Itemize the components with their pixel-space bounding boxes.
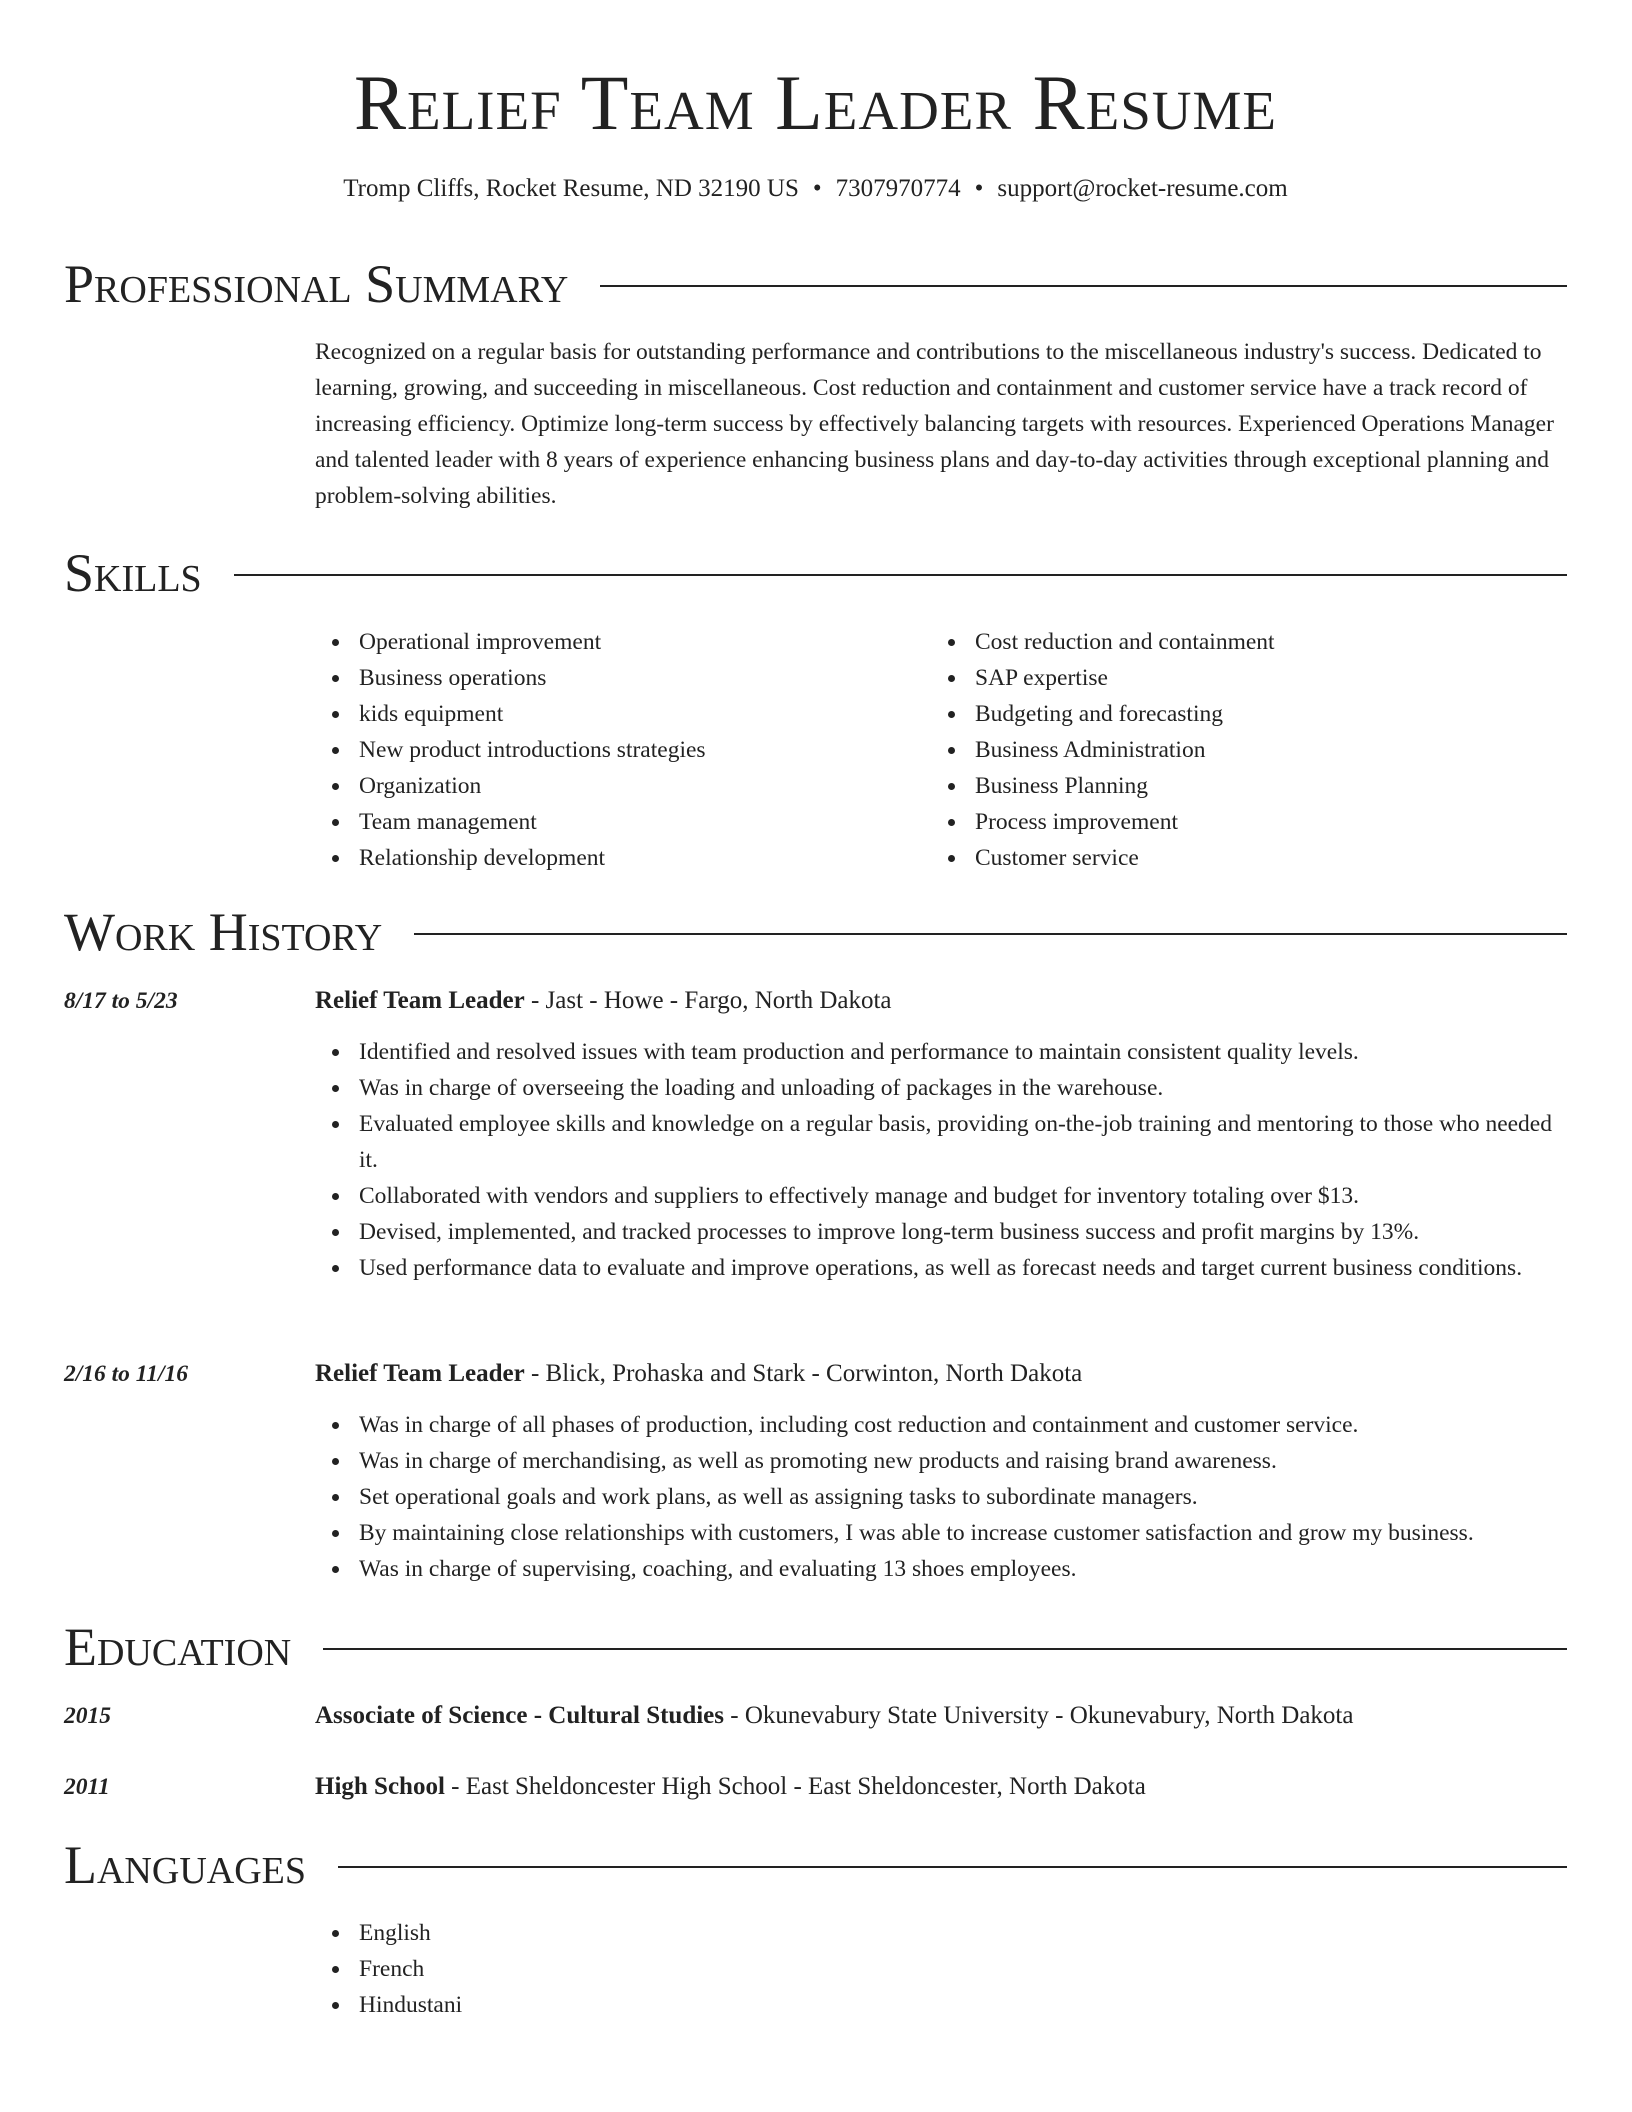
section-divider: [600, 285, 1567, 287]
languages-list: [315, 1915, 1567, 2023]
section-work-history: [64, 900, 1567, 964]
section-header: [64, 252, 1567, 316]
resume-name: Relief Team Leader Resume: [353, 59, 1278, 146]
job-bullet: Collaborated with vendors and suppliers to effectively manage and budget for inventory totaling over $13.: [315, 1178, 1567, 1214]
job-details: - Jast - Howe - Fargo, North Dakota: [524, 987, 892, 1014]
job-details: - Blick, Prohaska and Stark - Corwinton, North Dakota: [524, 1360, 1083, 1387]
section-divider: [234, 574, 1567, 576]
job-bullet: Was in charge of all phases of production, including cost reduction and containment and customer service.: [315, 1407, 1567, 1443]
job-role: Relief Team Leader: [315, 1360, 525, 1387]
summary-text: Recognized on a regular basis for outstanding performance and contributions to the miscellaneous industry's success. Dedicated to learning, growing, and succeeding in miscellaneous. Cost reduction and containment and customer service have a track record of increasing efficiency. Optimize long-term success by effectively balancing targets with resources. Experienced Operations Manager and talented leader with 8 years of experience enhancing business plans and day-to-day activities through exceptional planning and problem-solving abilities.: [315, 339, 1554, 509]
section-header: [64, 1833, 1567, 1897]
section-title-work-history: Work History: [64, 902, 383, 962]
job-bullet: Set operational goals and work plans, as well as assigning tasks to subordinate managers.: [315, 1479, 1567, 1515]
job-bullet: Was in charge of overseeing the loading and unloading of packages in the warehouse.: [315, 1070, 1567, 1106]
skill-item: Business Administration: [931, 732, 1547, 768]
skill-item: Budgeting and forecasting: [931, 696, 1547, 732]
contact-separator: •: [812, 175, 822, 202]
contact-phone[interactable]: 7307970774: [835, 175, 961, 202]
job-bullet: Was in charge of merchandising, as well as promoting new products and raising brand awareness.: [315, 1443, 1567, 1479]
language-item: English: [315, 1915, 1567, 1951]
section-divider: [414, 933, 1567, 935]
skill-item: Business operations: [315, 660, 931, 696]
section-header: [64, 541, 1567, 605]
job-entry: [315, 983, 1567, 1019]
contact-address: Tromp Cliffs, Rocket Resume, ND 32190 US: [343, 175, 799, 202]
skill-item: SAP expertise: [931, 660, 1547, 696]
skills-list-right: [931, 624, 1547, 876]
contact-line: [64, 174, 1567, 204]
section-title-education: Education: [64, 1617, 292, 1677]
summary-body: [315, 334, 1567, 514]
language-item: Hindustani: [315, 1987, 1567, 2023]
contact-separator: •: [974, 175, 984, 202]
section-header: [64, 900, 1567, 964]
job-title-line: [315, 1356, 1567, 1392]
resume-page: [64, 0, 1567, 2112]
education-entry: [315, 1698, 1567, 1734]
skill-item: New product introductions strategies: [315, 732, 931, 768]
section-title-languages: Languages: [64, 1835, 306, 1895]
section-title-summary: Professional Summary: [64, 254, 569, 314]
education-entry: [315, 1769, 1567, 1805]
skill-item: kids equipment: [315, 696, 931, 732]
job-bullet-list: [315, 1407, 1567, 1587]
education-year: 2015: [64, 1703, 111, 1729]
skill-item: Organization: [315, 768, 931, 804]
section-skills: [64, 541, 1567, 605]
job-dates: 8/17 to 5/23: [64, 988, 178, 1014]
skill-item: Process improvement: [931, 804, 1547, 840]
section-summary: [64, 252, 1567, 316]
job-bullet: Identified and resolved issues with team production and performance to maintain consistent quality levels.: [315, 1034, 1567, 1070]
language-item: French: [315, 1951, 1567, 1987]
education-line: [315, 1769, 1567, 1805]
languages-body: [315, 1915, 1567, 2023]
job-dates: 2/16 to 11/16: [64, 1361, 189, 1387]
skill-item: Customer service: [931, 840, 1547, 876]
job-entry: [315, 1356, 1567, 1392]
education-degree: High School: [315, 1773, 445, 1800]
education-year: 2011: [64, 1774, 110, 1800]
skill-item: Business Planning: [931, 768, 1547, 804]
job-bullets: [315, 1407, 1567, 1587]
section-header: [64, 1615, 1567, 1679]
section-divider: [323, 1648, 1567, 1650]
skill-item: Team management: [315, 804, 931, 840]
section-divider: [338, 1866, 1567, 1868]
job-title-line: [315, 983, 1567, 1019]
job-role: Relief Team Leader: [315, 987, 525, 1014]
skills-list-left: [315, 624, 931, 876]
section-languages: [64, 1833, 1567, 1897]
job-bullets: [315, 1034, 1567, 1286]
job-bullet: Devised, implemented, and tracked processes to improve long-term business success and profit margins by 13%.: [315, 1214, 1567, 1250]
skill-item: Cost reduction and containment: [931, 624, 1547, 660]
skill-item: Operational improvement: [315, 624, 931, 660]
job-bullet: By maintaining close relationships with customers, I was able to increase customer satisfaction and grow my business.: [315, 1515, 1567, 1551]
contact-email[interactable]: support@rocket-resume.com: [997, 175, 1288, 202]
job-bullet-list: [315, 1034, 1567, 1286]
education-details: - Okunevabury State University - Okunevabury, North Dakota: [724, 1702, 1354, 1729]
job-bullet: Used performance data to evaluate and improve operations, as well as forecast needs and target current business conditions.: [315, 1250, 1567, 1286]
section-title-skills: Skills: [64, 543, 202, 603]
skills-grid: [315, 624, 1567, 876]
job-bullet: Was in charge of supervising, coaching, and evaluating 13 shoes employees.: [315, 1551, 1567, 1587]
job-bullet: Evaluated employee skills and knowledge on a regular basis, providing on-the-job training and mentoring to those who needed it.: [315, 1106, 1567, 1178]
section-education: [64, 1615, 1567, 1679]
education-details: - East Sheldoncester High School - East Sheldoncester, North Dakota: [444, 1773, 1146, 1800]
education-degree: Associate of Science - Cultural Studies: [315, 1702, 724, 1729]
skill-item: Relationship development: [315, 840, 931, 876]
education-line: [315, 1698, 1567, 1734]
skills-body: [315, 624, 1567, 876]
